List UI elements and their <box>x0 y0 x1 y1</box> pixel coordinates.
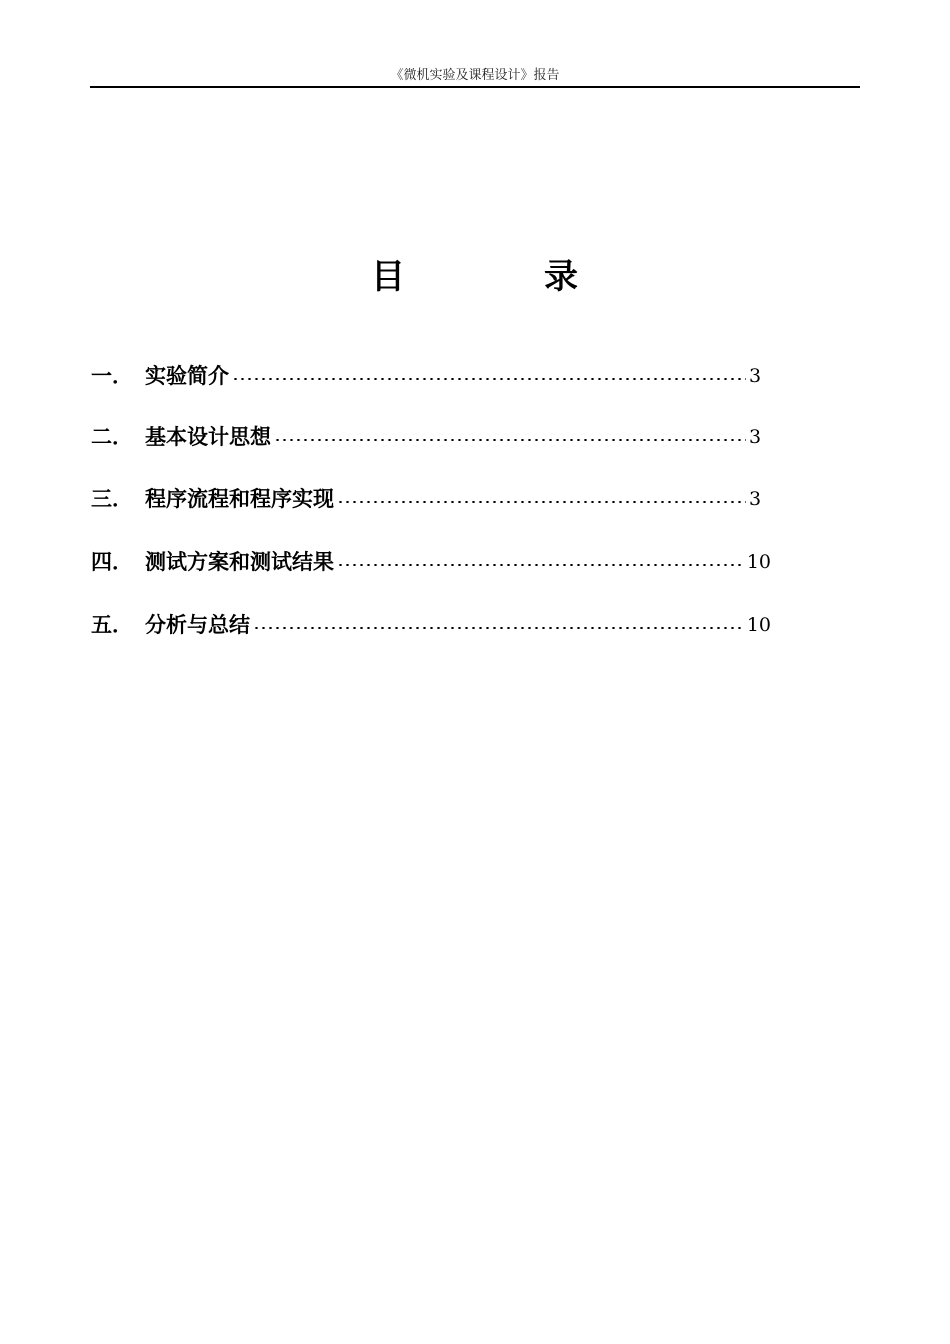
toc-entry[interactable] <box>91 610 771 640</box>
toc-entry-title: 分析与总结 <box>145 613 250 637</box>
toc-entry-title: 程序流程和程序实现 <box>145 487 334 511</box>
toc-entry[interactable] <box>91 484 771 514</box>
page-header: 《微机实验及课程设计》报告 <box>390 68 560 83</box>
toc-entry-number: 五． <box>91 613 133 637</box>
toc-title <box>0 252 950 302</box>
toc-title-char-1: 目 <box>371 257 405 297</box>
toc-entry-title: 实验简介 <box>145 364 229 388</box>
toc-entry[interactable] <box>91 422 771 452</box>
toc-entry-page: 3 <box>749 488 762 510</box>
toc-entry-number: 一． <box>91 364 133 388</box>
toc-entry[interactable] <box>91 547 771 577</box>
toc-entry-number: 四． <box>91 550 133 574</box>
toc-dot-leader <box>274 439 746 441</box>
toc-title-char-2: 录 <box>544 257 578 297</box>
toc-entry[interactable] <box>91 361 771 391</box>
toc-dot-leader <box>253 627 744 629</box>
toc-entry-page: 3 <box>749 426 762 448</box>
toc-entry-page: 10 <box>746 614 771 636</box>
toc-entry-page: 3 <box>749 365 762 387</box>
toc-entry-page: 10 <box>746 551 771 573</box>
toc-entry-title: 测试方案和测试结果 <box>145 550 334 574</box>
toc-dot-leader <box>232 378 746 380</box>
toc-dot-leader <box>337 501 746 503</box>
toc-entry-title: 基本设计思想 <box>145 425 271 449</box>
toc-entry-number: 二． <box>91 425 133 449</box>
toc-dot-leader <box>337 564 744 566</box>
header-divider <box>90 86 860 88</box>
toc-entry-number: 三． <box>91 487 133 511</box>
